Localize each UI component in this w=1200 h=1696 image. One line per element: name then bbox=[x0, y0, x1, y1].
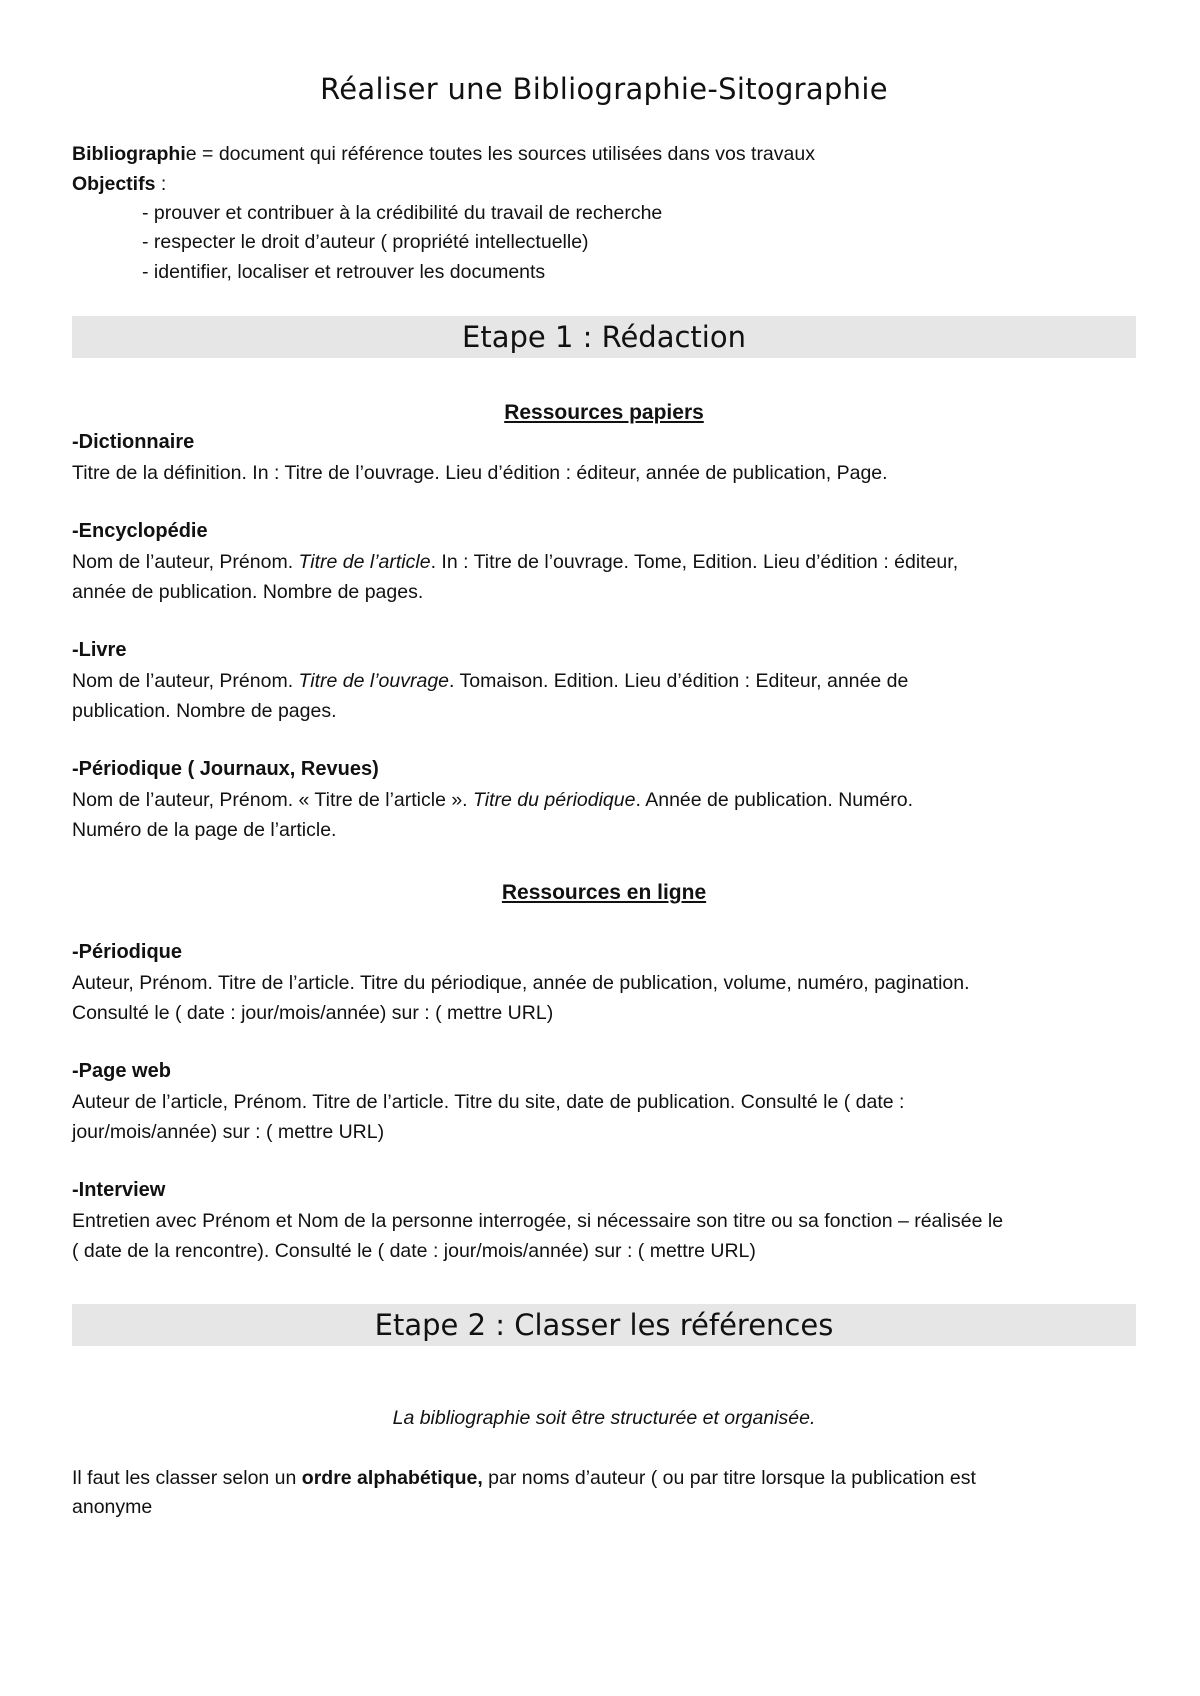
page-web-heading: -Page web bbox=[72, 1060, 171, 1082]
objective-item: - identifier, localiser et retrouver les documents bbox=[142, 261, 546, 283]
step1-heading: Etape 1 : Rédaction bbox=[72, 316, 1136, 358]
dictionnaire-format: Titre de la définition. In : Titre de l’ouvrage. Lieu d’édition : éditeur, année de publication, Page. bbox=[72, 462, 888, 484]
objectives-suffix: : bbox=[155, 173, 167, 195]
livre-italic: Titre de l’ouvrage bbox=[298, 670, 450, 692]
step2-heading: Etape 2 : Classer les références bbox=[72, 1304, 1136, 1346]
periodique-papier-heading: -Périodique ( Journaux, Revues) bbox=[72, 758, 379, 780]
encyclopedie-format-line2: année de publication. Nombre de pages. bbox=[72, 581, 424, 603]
objectives-label-line bbox=[72, 170, 166, 199]
periodique-en-ligne-line2: Consulté le ( date : jour/mois/année) sur : ( mettre URL) bbox=[72, 1002, 554, 1024]
classement-rule-line1 bbox=[72, 1464, 976, 1493]
objective-item: - respecter le droit d’auteur ( propriété intellectuelle) bbox=[142, 231, 589, 253]
classement-rule-line2: anonyme bbox=[72, 1496, 153, 1518]
paper-resources-heading: Ressources papiers bbox=[504, 401, 704, 424]
periodique-pre: Nom de l’auteur, Prénom. « Titre de l’article ». bbox=[72, 789, 474, 811]
definition-line bbox=[72, 140, 815, 169]
definition-text: e = document qui référence toutes les sources utilisées dans vos travaux bbox=[185, 143, 815, 165]
interview-line2: ( date de la rencontre). Consulté le ( date : jour/mois/année) sur : ( mettre URL) bbox=[72, 1240, 756, 1262]
page-web-line2: jour/mois/année) sur : ( mettre URL) bbox=[72, 1121, 385, 1143]
online-resources-heading: Ressources en ligne bbox=[501, 881, 707, 904]
livre-heading: -Livre bbox=[72, 639, 127, 661]
periodique-en-ligne-line1: Auteur, Prénom. Titre de l’article. Titre du périodique, année de publication, volume, numéro, pagination. bbox=[72, 972, 970, 994]
interview-heading: -Interview bbox=[72, 1179, 166, 1201]
objective-item: - prouver et contribuer à la crédibilité du travail de recherche bbox=[142, 202, 663, 224]
periodique-en-ligne-heading: -Périodique bbox=[72, 941, 183, 963]
dictionnaire-heading: -Dictionnaire bbox=[72, 431, 195, 453]
objectives-label: Objectifs bbox=[72, 173, 156, 195]
rule-post: par noms d’auteur ( ou par titre lorsque la publication est bbox=[482, 1467, 976, 1489]
periodique-post: . Année de publication. Numéro. bbox=[635, 789, 913, 811]
livre-format-line1 bbox=[72, 667, 908, 696]
encyclopedie-heading: -Encyclopédie bbox=[72, 520, 208, 542]
structure-note: La bibliographie soit être structurée et organisée. bbox=[392, 1407, 816, 1429]
livre-format-line2: publication. Nombre de pages. bbox=[72, 700, 337, 722]
livre-post: . Tomaison. Edition. Lieu d’édition : Editeur, année de bbox=[449, 670, 909, 692]
livre-pre: Nom de l’auteur, Prénom. bbox=[72, 670, 299, 692]
encyclopedie-post: . In : Titre de l’ouvrage. Tome, Edition. Lieu d’édition : éditeur, bbox=[430, 551, 959, 573]
rule-bold: ordre alphabétique, bbox=[301, 1467, 483, 1489]
encyclopedie-italic: Titre de l’article bbox=[298, 551, 431, 573]
document-title: Réaliser une Bibliographie-Sitographie bbox=[320, 72, 888, 106]
rule-pre: Il faut les classer selon un bbox=[72, 1467, 302, 1489]
periodique-papier-format-line1 bbox=[72, 786, 913, 815]
encyclopedie-format-line1 bbox=[72, 548, 958, 577]
interview-line1: Entretien avec Prénom et Nom de la personne interrogée, si nécessaire son titre ou sa fonction – réalisée le bbox=[72, 1210, 1004, 1232]
periodique-italic: Titre du périodique bbox=[473, 789, 636, 811]
encyclopedie-pre: Nom de l’auteur, Prénom. bbox=[72, 551, 299, 573]
definition-term: Bibliographi bbox=[72, 143, 186, 165]
periodique-papier-format-line2: Numéro de la page de l’article. bbox=[72, 819, 337, 841]
page-web-line1: Auteur de l’article, Prénom. Titre de l’article. Titre du site, date de publication. Consulté le ( date : bbox=[72, 1091, 905, 1113]
